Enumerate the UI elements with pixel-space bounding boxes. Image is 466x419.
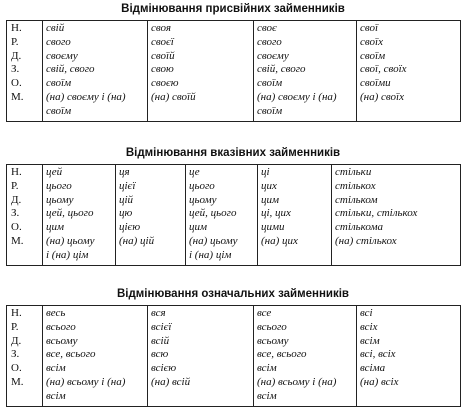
- form: цим: [46, 221, 65, 234]
- neuter-column: [254, 306, 357, 407]
- form: своїй: [151, 49, 175, 62]
- form: (на) всьому і (на): [46, 375, 126, 388]
- form: всіма: [360, 362, 386, 375]
- form: всією: [151, 362, 177, 375]
- form: свій, свого: [46, 63, 95, 76]
- form: всій: [151, 334, 170, 347]
- form: своїм: [46, 77, 72, 90]
- table-title: Відмінювання означальних займенників: [117, 288, 349, 300]
- form: своя: [151, 22, 171, 34]
- form: всіх: [360, 320, 378, 333]
- form: (на) цій: [119, 234, 155, 247]
- form: вся: [151, 307, 166, 319]
- form: цих: [261, 179, 277, 192]
- form: (на) всій: [151, 375, 191, 388]
- form: всім: [46, 389, 66, 402]
- form: свій, свого: [257, 63, 306, 76]
- form: цього: [189, 179, 215, 192]
- form: цьому: [189, 193, 217, 206]
- form: всім: [46, 362, 66, 375]
- plural-column: [357, 306, 461, 407]
- case-label: Р.: [11, 179, 19, 192]
- case-label: Д.: [11, 193, 22, 206]
- form: цими: [261, 221, 285, 234]
- case-label: М.: [11, 234, 24, 247]
- form: свого: [46, 35, 71, 48]
- case-column: [7, 21, 43, 122]
- form: (на) своєму і (на): [46, 90, 126, 103]
- form: і (на) цім: [46, 248, 89, 261]
- form: ці: [261, 166, 270, 178]
- form: (на) своїх: [360, 90, 404, 103]
- case-label: Д.: [11, 49, 22, 62]
- form: всього: [257, 320, 287, 333]
- form: цей, цього: [189, 207, 237, 220]
- form: це: [189, 166, 200, 178]
- form: всієї: [151, 320, 172, 333]
- form: (на) цьому: [189, 234, 238, 247]
- table-title: Відмінювання присвійних займенників: [121, 3, 345, 15]
- demonstrative-section: [0, 146, 466, 266]
- form: своєму: [46, 49, 78, 62]
- form: стільки: [335, 166, 372, 178]
- case-label: О.: [11, 362, 22, 375]
- form: все: [257, 307, 272, 319]
- neuter-column: [186, 165, 258, 266]
- possessive-table: [6, 20, 461, 122]
- case-label: М.: [11, 90, 24, 103]
- form: цій: [119, 193, 134, 206]
- case-label: М.: [11, 375, 24, 388]
- form: все, всього: [257, 348, 307, 361]
- case-label: З.: [11, 348, 20, 361]
- form: своє: [257, 22, 277, 34]
- form: цю: [119, 207, 133, 220]
- form: своєму: [257, 49, 289, 62]
- quantity-column: [332, 165, 461, 266]
- form: цієї: [119, 179, 136, 192]
- case-label: Р.: [11, 320, 19, 333]
- form: (на) цих: [261, 234, 298, 247]
- case-label: О.: [11, 221, 22, 234]
- case-label: О.: [11, 77, 22, 90]
- form: своїм: [360, 49, 386, 62]
- form: своєю: [151, 77, 179, 90]
- form: (на) цьому: [46, 234, 95, 247]
- case-label: Р.: [11, 35, 19, 48]
- form: ці, цих: [261, 207, 291, 220]
- form: цим: [261, 193, 280, 206]
- feminine-column: [116, 165, 186, 266]
- demonstrative-table: [6, 164, 461, 266]
- case-label: З.: [11, 207, 20, 220]
- form: свою: [151, 63, 174, 76]
- feminine-column: [148, 306, 254, 407]
- form: стількома: [335, 221, 384, 234]
- case-column: [7, 165, 43, 266]
- attributive-table: [6, 305, 461, 407]
- form: всі, всіх: [360, 348, 396, 361]
- case-label: Д.: [11, 334, 22, 347]
- form: всі: [360, 307, 373, 319]
- form: всім: [257, 389, 277, 402]
- form: (на) своїй: [151, 90, 196, 103]
- form: цьому: [46, 193, 74, 206]
- form: своїми: [360, 77, 391, 90]
- form: (на) всьому і (на): [257, 375, 337, 388]
- attributive-section: [0, 287, 466, 407]
- masculine-column: [43, 306, 148, 407]
- form: своїм: [257, 77, 283, 90]
- masculine-column: [43, 165, 116, 266]
- form: стількох: [335, 179, 376, 192]
- form: цією: [119, 221, 141, 234]
- form: всьому: [46, 334, 78, 347]
- form: всім: [257, 362, 277, 375]
- form: (на) своєму і (на): [257, 90, 337, 103]
- masculine-column: [43, 21, 148, 122]
- case-column: [7, 306, 43, 407]
- form: своїм: [257, 104, 283, 117]
- form: цей: [46, 166, 63, 178]
- case-label: Н.: [11, 307, 22, 319]
- table-title: Відмінювання вказівних займенників: [125, 147, 341, 159]
- case-label: З.: [11, 63, 20, 76]
- table-row: [7, 21, 461, 122]
- form: стільки, стількох: [335, 207, 418, 220]
- form: ця: [119, 166, 130, 178]
- case-label: Н.: [11, 166, 22, 178]
- form: цей, цього: [46, 207, 94, 220]
- form: всього: [46, 320, 76, 333]
- form: цим: [189, 221, 208, 234]
- form: своїх: [360, 35, 383, 48]
- table-row: [7, 165, 461, 266]
- neuter-column: [254, 21, 357, 122]
- plural-column: [357, 21, 461, 122]
- feminine-column: [148, 21, 254, 122]
- form: всім: [360, 334, 380, 347]
- form: (на) всіх: [360, 375, 399, 388]
- form: всьому: [257, 334, 289, 347]
- form: свої: [360, 22, 379, 34]
- possessive-section: [0, 2, 466, 122]
- form: (на) стількох: [335, 234, 397, 247]
- form: все, всього: [46, 348, 96, 361]
- form: свого: [257, 35, 282, 48]
- form: цього: [46, 179, 72, 192]
- form: всю: [151, 348, 169, 361]
- table-row: [7, 306, 461, 407]
- form: своїм: [46, 104, 72, 117]
- form: весь: [46, 307, 66, 319]
- form: свої, своїх: [360, 63, 407, 76]
- form: своєї: [151, 35, 174, 48]
- case-label: Н.: [11, 22, 22, 34]
- form: стільком: [335, 193, 378, 206]
- form: і (на) цім: [189, 248, 232, 261]
- plural-column: [258, 165, 332, 266]
- form: свій: [46, 22, 65, 34]
